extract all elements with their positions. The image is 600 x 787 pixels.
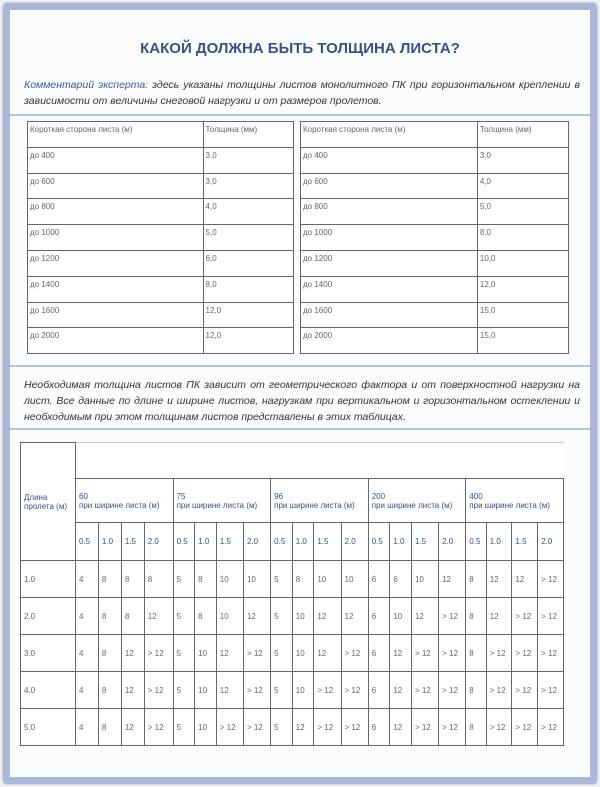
- width-header: 1.0: [98, 523, 121, 561]
- cell: 10: [292, 672, 314, 709]
- cell: до 800: [301, 199, 478, 225]
- cell: 5: [271, 598, 293, 635]
- cell: 6: [390, 561, 412, 598]
- cell: 12: [390, 672, 412, 709]
- cell: 5: [173, 709, 195, 746]
- span-cell: 3.0: [21, 635, 76, 672]
- cell: 6: [368, 635, 390, 672]
- cell: > 12: [512, 635, 538, 672]
- cell: до 600: [28, 173, 204, 199]
- table-row: [301, 147, 569, 173]
- cell: 8: [98, 672, 121, 709]
- load-value: 75: [176, 491, 186, 501]
- divider: [10, 428, 590, 430]
- cell: > 12: [314, 709, 341, 746]
- cell: > 12: [486, 672, 512, 709]
- cell: 8: [195, 561, 217, 598]
- table-row: [28, 147, 294, 173]
- table-row: [301, 276, 569, 302]
- load-value: 60: [79, 491, 88, 501]
- cell: 12,0: [203, 328, 293, 354]
- cell: 3,0: [477, 147, 568, 173]
- cell: 8: [466, 561, 486, 598]
- table-row: [21, 561, 564, 598]
- cell: 12: [390, 709, 412, 746]
- cell: 6,0: [203, 250, 293, 276]
- table-row: [28, 199, 294, 225]
- cell: 12: [390, 635, 412, 672]
- header-row: [301, 122, 569, 148]
- cell: до 1000: [301, 225, 478, 251]
- divider: [10, 114, 590, 116]
- cell: 12: [486, 561, 512, 598]
- width-header: 0.5: [466, 523, 486, 561]
- cell: 12: [512, 561, 538, 598]
- table-row: [301, 328, 569, 354]
- table-row: [28, 225, 294, 251]
- cell: 5: [173, 635, 195, 672]
- width-header: 2.0: [144, 523, 173, 561]
- cell: > 12: [341, 709, 368, 746]
- cell: 4: [76, 635, 99, 672]
- cell: > 12: [439, 709, 466, 746]
- load-value: 96: [274, 491, 284, 501]
- cell: > 12: [512, 598, 538, 635]
- cell: до 400: [301, 147, 478, 173]
- table-row: [301, 250, 569, 276]
- cell: до 1200: [301, 250, 478, 276]
- page-title: КАКОЙ ДОЛЖНА БЫТЬ ТОЛЩИНА ЛИСТА?: [140, 40, 460, 57]
- cell: до 2000: [28, 328, 204, 354]
- load-label: при ширине листа (м): [469, 500, 550, 510]
- table-row: [301, 199, 569, 225]
- cell: > 12: [144, 635, 173, 672]
- cell: до 400: [28, 147, 204, 173]
- width-header: 1.0: [292, 523, 314, 561]
- cell: 10: [314, 561, 341, 598]
- cell: 12: [144, 598, 173, 635]
- cell: 12: [411, 598, 438, 635]
- table-row: [21, 709, 564, 746]
- cell: 12: [121, 635, 144, 672]
- cell: 15,0: [477, 328, 568, 354]
- thickness-table-left: [27, 121, 294, 354]
- cell: 12: [439, 561, 466, 598]
- cell: 8: [144, 561, 173, 598]
- column-header: Толщина (мм): [203, 122, 293, 148]
- cell: 8: [466, 635, 486, 672]
- cell: > 12: [439, 672, 466, 709]
- cell: > 12: [486, 709, 512, 746]
- cell: > 12: [411, 709, 438, 746]
- cell: 6: [368, 709, 390, 746]
- cell: > 12: [144, 709, 173, 746]
- cell: > 12: [243, 635, 270, 672]
- table-row: [301, 173, 569, 199]
- cell: 12,0: [477, 276, 568, 302]
- cell: 8,0: [477, 225, 568, 251]
- cell: до 1400: [301, 276, 478, 302]
- cell: 12: [121, 709, 144, 746]
- cell: 6: [368, 561, 390, 598]
- cell: 10: [341, 561, 368, 598]
- width-header: 1.5: [411, 523, 438, 561]
- cell: > 12: [512, 672, 538, 709]
- cell: 12: [314, 598, 341, 635]
- cell: 12: [216, 635, 243, 672]
- cell: 15,0: [477, 302, 568, 328]
- cell: 10: [243, 561, 270, 598]
- cell: до 1600: [28, 302, 204, 328]
- cell: до 600: [301, 173, 478, 199]
- table-row: [301, 225, 569, 251]
- page-frame: [3, 3, 597, 784]
- width-header: 1.0: [195, 523, 217, 561]
- cell: > 12: [538, 635, 564, 672]
- table-row: [21, 635, 564, 672]
- cell: 12,0: [203, 302, 293, 328]
- cell: 5,0: [477, 199, 568, 225]
- cell: > 12: [243, 672, 270, 709]
- load-label: при ширине листа (м): [371, 500, 453, 510]
- cell: 5: [173, 672, 195, 709]
- cell: > 12: [538, 672, 564, 709]
- load-group-header: [368, 479, 466, 523]
- width-header: 1.0: [486, 523, 512, 561]
- cell: > 12: [538, 561, 564, 598]
- cell: 4: [76, 561, 99, 598]
- width-header: 2.0: [341, 523, 368, 561]
- cell: 6: [368, 672, 390, 709]
- cell: > 12: [538, 598, 564, 635]
- cell: 5: [271, 709, 293, 746]
- load-value: 400: [469, 491, 483, 501]
- cell: 3,0: [203, 173, 293, 199]
- width-header: 0.5: [271, 523, 293, 561]
- cell: 5: [173, 598, 195, 635]
- cell: 6: [368, 598, 390, 635]
- cell: > 12: [439, 635, 466, 672]
- cell: до 1400: [28, 276, 204, 302]
- cell: 8: [98, 598, 121, 635]
- cell: до 1600: [301, 302, 478, 328]
- cell: > 12: [439, 598, 466, 635]
- cell: 8: [98, 635, 121, 672]
- cell: > 12: [538, 709, 564, 746]
- width-header: 1.5: [314, 523, 341, 561]
- table-row: [21, 672, 564, 709]
- span-cell: 5.0: [21, 709, 76, 746]
- divider: [10, 365, 590, 367]
- load-label: при ширине листа (м): [274, 500, 355, 510]
- width-header: 2.0: [243, 523, 270, 561]
- cell: до 1200: [28, 250, 204, 276]
- cell: > 12: [486, 635, 512, 672]
- blank-header: [76, 443, 564, 479]
- row-header: Длина пролета (м): [21, 443, 76, 561]
- width-header: 1.5: [512, 523, 538, 561]
- cell: 8: [98, 709, 121, 746]
- cell: 10: [292, 635, 314, 672]
- table-row: [28, 276, 294, 302]
- load-label: при ширине листа (м): [176, 500, 258, 510]
- cell: 10: [195, 635, 217, 672]
- table-row: [21, 598, 564, 635]
- width-header: 0.5: [76, 523, 99, 561]
- cell: 5: [173, 561, 195, 598]
- cell: до 800: [28, 199, 204, 225]
- load-group-header: [271, 479, 369, 523]
- cell: 10,0: [477, 250, 568, 276]
- width-header: 2.0: [538, 523, 564, 561]
- cell: 12: [341, 598, 368, 635]
- cell: 4,0: [477, 173, 568, 199]
- load-value: 200: [371, 491, 386, 501]
- cell: 5,0: [203, 225, 293, 251]
- cell: > 12: [216, 709, 243, 746]
- load-group-header: [466, 479, 564, 523]
- table-row: [28, 173, 294, 199]
- cell: 4,0: [203, 199, 293, 225]
- comment-text: здесь указаны толщины листов монолитного ПК при горизонтальном креплении в зависимости от величины снеговой нагрузки и от размеров пролетов.: [24, 79, 580, 107]
- group-header-row: [21, 479, 564, 523]
- cell: 10: [390, 598, 412, 635]
- expert-comment: [24, 77, 580, 109]
- cell: 8: [466, 672, 486, 709]
- cell: 3,0: [203, 147, 293, 173]
- table-row: [28, 302, 294, 328]
- width-header: 0.5: [368, 523, 390, 561]
- cell: 8: [195, 598, 217, 635]
- span-cell: 2.0: [21, 598, 76, 635]
- table-row: [301, 302, 569, 328]
- cell: 12: [121, 672, 144, 709]
- cell: > 12: [314, 672, 341, 709]
- load-label: при ширине листа (м): [79, 500, 160, 510]
- cell: 12: [243, 598, 270, 635]
- width-header: 0.5: [173, 523, 195, 561]
- cell: > 12: [411, 635, 438, 672]
- cell: 8: [466, 598, 486, 635]
- cell: 8: [466, 709, 486, 746]
- cell: до 1000: [28, 225, 204, 251]
- column-header: Толщина (мм): [477, 122, 568, 148]
- header-row: [21, 443, 564, 479]
- cell: 12: [314, 635, 341, 672]
- width-header: 1.5: [121, 523, 144, 561]
- cell: 8,0: [203, 276, 293, 302]
- description-paragraph: Необходимая толщина листов ПК зависит от геометрического фактора и от поверхностной нагрузки на лист. Все данные по длине и ширине листов, нагрузкам при вертикальном и горизонтальном остеклении и необходимым при этом толщинам листов представлены в этих таблицах.: [24, 379, 580, 423]
- cell: 8: [121, 598, 144, 635]
- cell: 10: [292, 598, 314, 635]
- table-row: [28, 250, 294, 276]
- cell: 10: [216, 598, 243, 635]
- cell: 10: [195, 672, 217, 709]
- width-header-row: [21, 523, 564, 561]
- width-header: 1.0: [390, 523, 412, 561]
- cell: до 2000: [301, 328, 478, 354]
- cell: > 12: [144, 672, 173, 709]
- cell: 12: [216, 672, 243, 709]
- cell: 4: [76, 672, 99, 709]
- width-header: 1.5: [216, 523, 243, 561]
- cell: 5: [271, 561, 293, 598]
- cell: 5: [271, 672, 293, 709]
- cell: 12: [486, 598, 512, 635]
- cell: > 12: [411, 672, 438, 709]
- comment-lead: Комментарий эксперта:: [24, 79, 149, 91]
- span-thickness-table: [20, 442, 564, 746]
- thickness-table-right: [300, 121, 569, 354]
- cell: > 12: [341, 635, 368, 672]
- width-header: 2.0: [439, 523, 466, 561]
- span-cell: 1.0: [21, 561, 76, 598]
- cell: 8: [98, 561, 121, 598]
- cell: 10: [195, 709, 217, 746]
- cell: > 12: [341, 672, 368, 709]
- header-row: [28, 122, 294, 148]
- cell: 4: [76, 598, 99, 635]
- cell: 4: [76, 709, 99, 746]
- cell: > 12: [512, 709, 538, 746]
- column-header: Короткая сторона листа (м): [301, 122, 478, 148]
- load-group-header: [173, 479, 271, 523]
- cell: 12: [292, 709, 314, 746]
- cell: 8: [292, 561, 314, 598]
- cell: > 12: [243, 709, 270, 746]
- cell: 8: [121, 561, 144, 598]
- cell: 5: [271, 635, 293, 672]
- column-header: Короткая сторона листа (м): [28, 122, 204, 148]
- table-row: [28, 328, 294, 354]
- load-group-header: [76, 479, 174, 523]
- span-cell: 4.0: [21, 672, 76, 709]
- cell: 10: [411, 561, 438, 598]
- cell: 10: [216, 561, 243, 598]
